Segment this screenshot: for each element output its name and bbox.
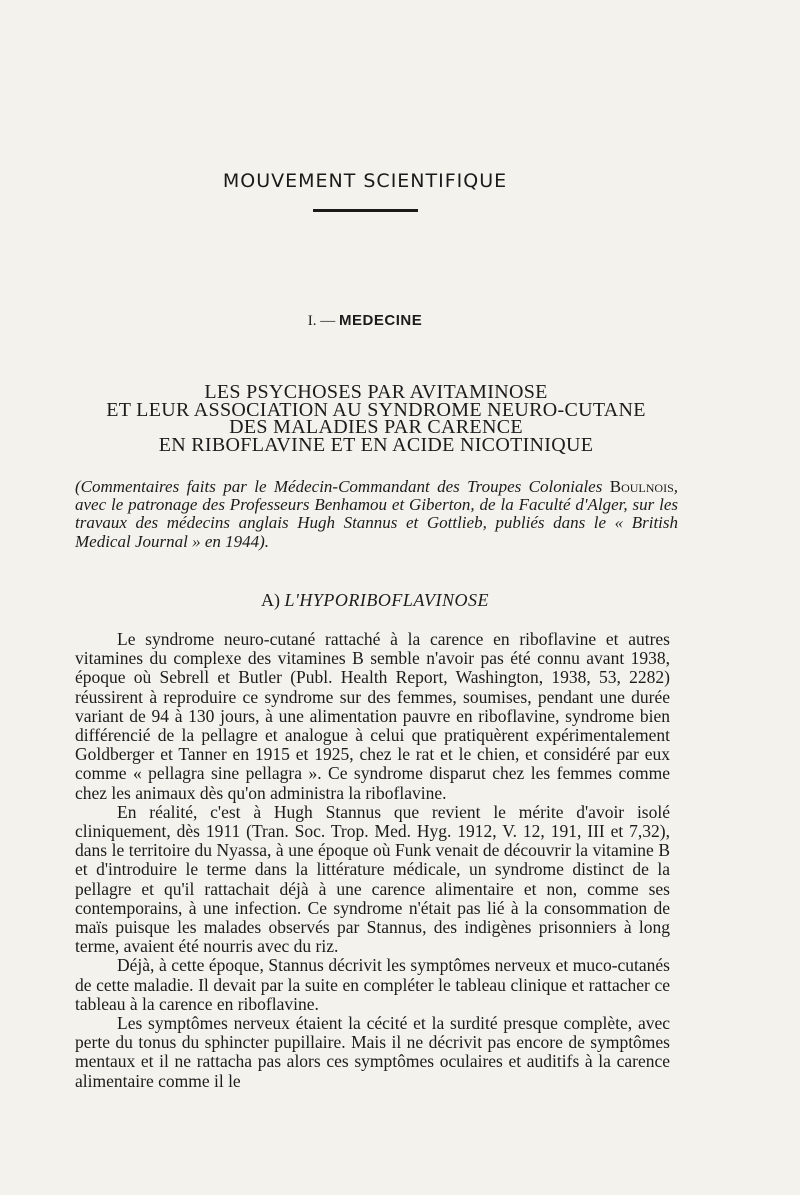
- heading-rule: [313, 209, 418, 212]
- paragraph: Déjà, à cette époque, Stannus décrivit les symptômes nerveux et muco-cutanés de cette maladie. Il devait par la suite en compléter le tableau clinique et rattacher ce tableau à la carence en riboflavine.: [75, 955, 670, 1014]
- subsection-name: MEDECINE: [339, 312, 423, 329]
- subsection-number: I.: [307, 313, 317, 329]
- commentary-part1: (Commentaires faits par le Médecin-Commandant des Troupes Coloniales: [75, 477, 610, 496]
- commentary-author: Boulnois: [609, 477, 674, 496]
- subheading-title: L'HYPORIBOFLAVINOSE: [284, 590, 489, 610]
- commentary-note: [75, 478, 678, 551]
- article-title-line: LES PSYCHOSES PAR AVITAMINOSE: [204, 381, 548, 403]
- subsection-separator: —: [320, 313, 336, 329]
- article-title-line: EN RIBOFLAVINE ET EN ACIDE NICOTINIQUE: [158, 433, 594, 456]
- paragraph: En réalité, c'est à Hugh Stannus que revient le mérite d'avoir isolé cliniquement, dès 1911 (Tran. Soc. Trop. Med. Hyg. 1912, V. 12, 191, III et 7,32), dans le territoire du Nyassa, à une époque où Funk venait de découvrir la vitamine B et d'introduire le terme dans la littérature médicale, un syndrome distinct de la pellagre et qu'il rattachait déjà à une carence alimentaire et non, comme ses contemporains, à une infection. Ce syndrome n'était pas lié à la consommation de maïs puisque les malades observés par Stannus, des indigènes prisonniers à long terme, avaient été nourris avec du riz.: [75, 801, 670, 957]
- subheading: [0, 590, 750, 611]
- subsection-heading: [0, 312, 730, 330]
- commentary-part2: , avec le patronage des Professeurs Benhamou et Giberton, de la Faculté d'Alger, sur les travaux des médecins anglais Hugh Stannus et Gottlieb, publiés dans le « British Medical Journal » en 1944).: [75, 477, 678, 551]
- subheading-letter: A): [261, 590, 281, 610]
- paragraph: Le syndrome neuro-cutané rattaché à la carence en riboflavine et autres vitamines du complexe des vitamines B semble n'avoir pas été connu avant 1938, époque où Sebrell et Butler (Publ. Health Report, Washington, 1938, 53, 2282) réussirent à reproduire ce syndrome sur des femmes, soumises, pendant une durée variant de 94 à 130 jours, à une alimentation pauvre en riboflavine, syndrome bien différencié de la pellagre et analogue à celui que pratiquèrent expérimentalement Goldberger et Tanner en 1915 et 1925, chez le rat et le chien, et considéré par eux comme « pellagra sine pellagra ». Ce syndrome disparut chez les femmes comme chez les animaux dès qu'on administra la riboflavine.: [75, 629, 670, 803]
- section-heading: MOUVEMENT SCIENTIFIQUE: [222, 170, 508, 192]
- body-text: [75, 630, 670, 1091]
- paragraph: Les symptômes nerveux étaient la cécité et la surdité presque complète, avec perte du tonus du sphincter pupillaire. Mais il ne décrivit pas encore de symptômes mentaux et il ne rattacha pas alors ces symptômes oculaires et auditifs à la carence alimentaire comme il le: [75, 1013, 670, 1091]
- article-title: [76, 381, 676, 456]
- article-title-line: DES MALADIES PAR CARENCE: [229, 416, 523, 438]
- article-title-line: ET LEUR ASSOCIATION AU SYNDROME NEURO-CUTANE: [106, 398, 646, 421]
